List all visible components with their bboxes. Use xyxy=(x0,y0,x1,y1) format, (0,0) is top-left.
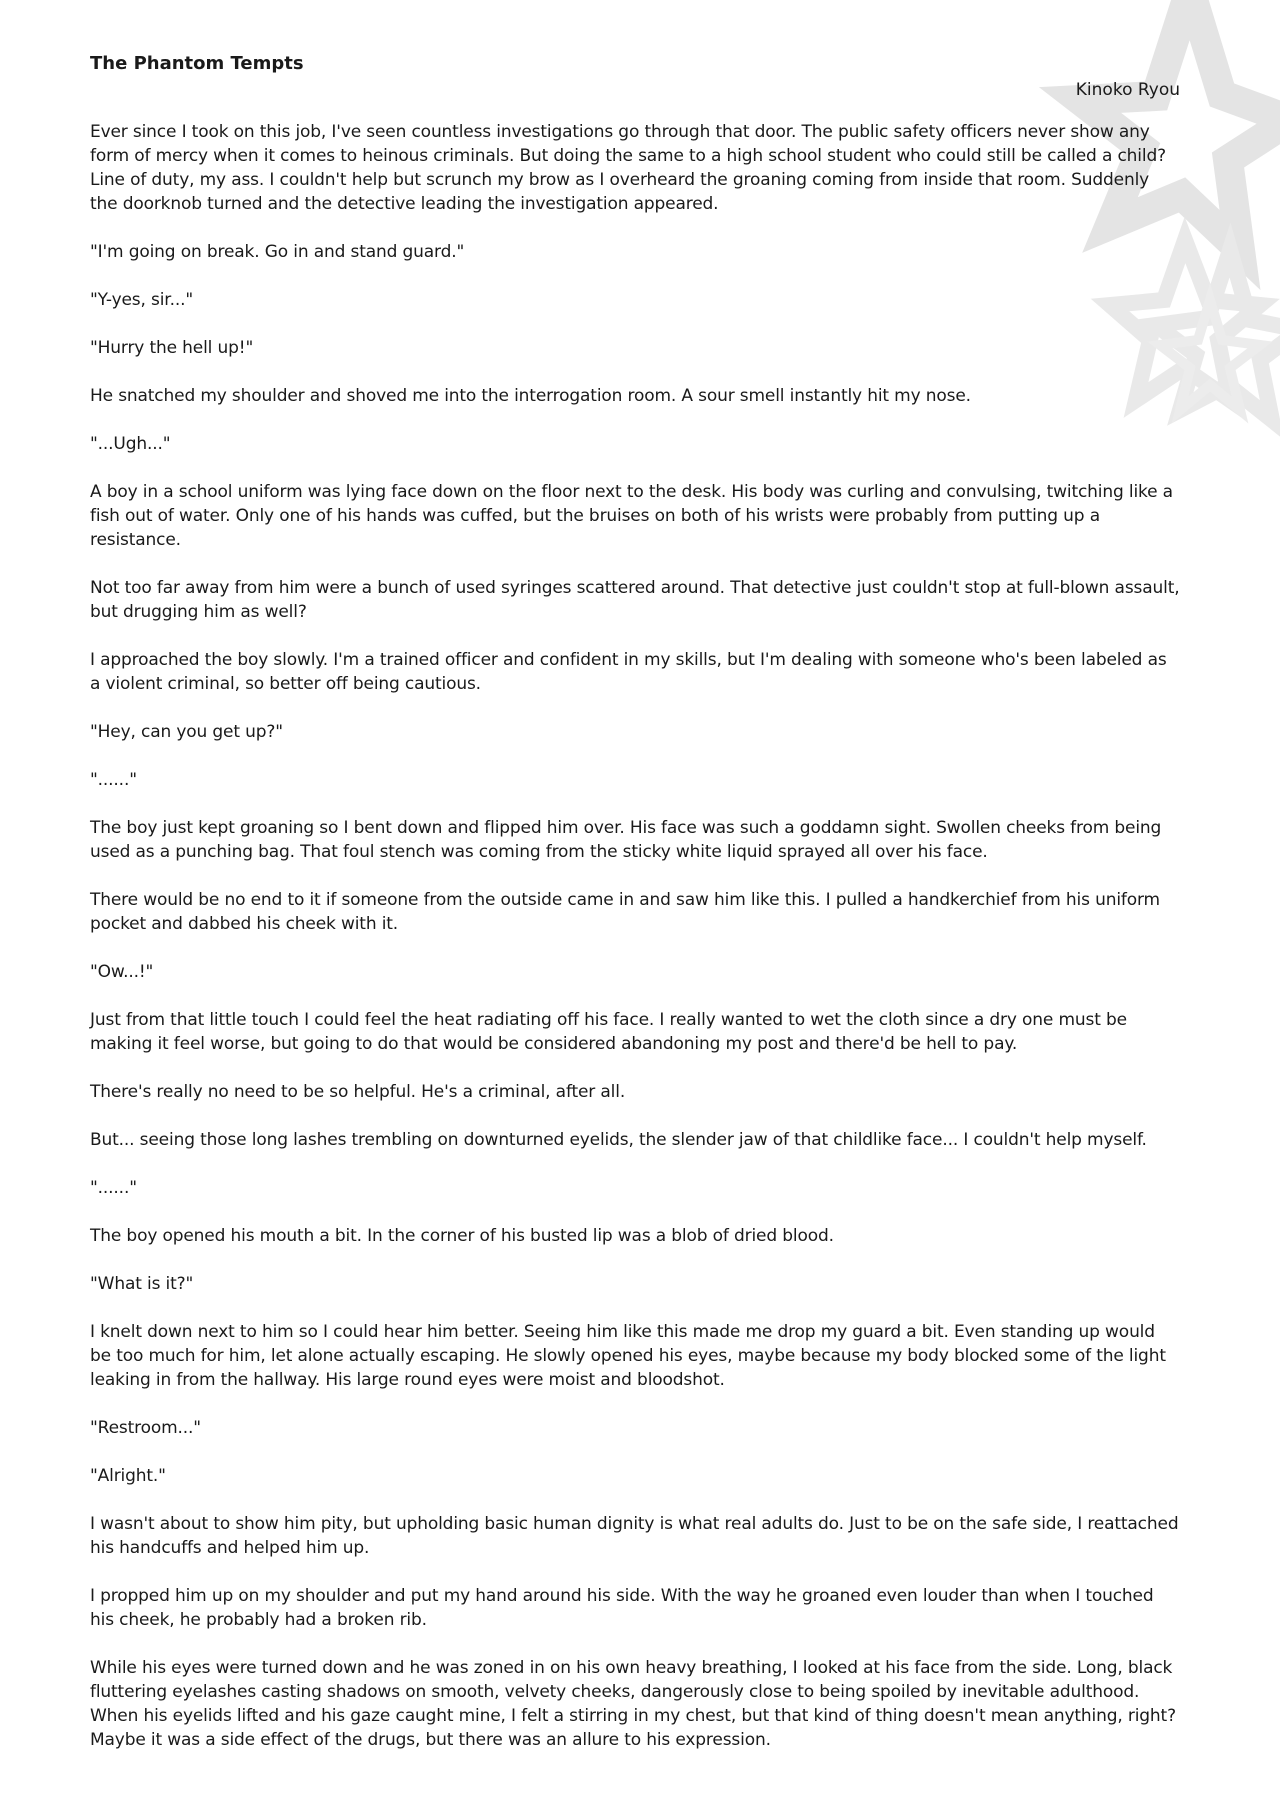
paragraph: I approached the boy slowly. I'm a trained officer and confident in my skills, but I'm dealing with someone who's been labeled as a violent criminal, so better off being cautious. xyxy=(90,650,1167,694)
paragraph: I knelt down next to him so I could hear him better. Seeing him like this made me drop my guard a bit. Even standing up would be too much for him, let alone actually escaping. He slowly opened his eyes, maybe because my body blocked some of the light leaking in from the hallway. His large round eyes were moist and bloodshot. xyxy=(90,1322,1166,1390)
paragraph: I propped him up on my shoulder and put my hand around his side. With the way he groaned even louder than when I touched his cheek, he probably had a broken rib. xyxy=(90,1586,1154,1630)
paragraph: "Restroom..." xyxy=(90,1418,201,1438)
paragraph: There would be no end to it if someone from the outside came in and saw him like this. I pulled a handkerchief from his uniform pocket and dabbed his cheek with it. xyxy=(90,890,1160,934)
paragraph: "...Ugh..." xyxy=(90,434,171,454)
paragraph: "......" xyxy=(90,1178,137,1198)
paragraph: Not too far away from him were a bunch of used syringes scattered around. That detective just couldn't stop at full-blown assault, but drugging him as well? xyxy=(90,578,1180,622)
paragraph: I wasn't about to show him pity, but upholding basic human dignity is what real adults do. Just to be on the safe side, I reattached his handcuffs and helped him up. xyxy=(90,1514,1179,1558)
document-page xyxy=(90,50,1180,1776)
paragraph: A boy in a school uniform was lying face down on the floor next to the desk. His body was curling and convulsing, twitching like a fish out of water. Only one of his hands was cuffed, but the bruises on both of his wrists were probably from putting up a resistance. xyxy=(90,482,1173,550)
paragraph: Just from that little touch I could feel the heat radiating off his face. I really wanted to wet the cloth since a dry one must be making it feel worse, but going to do that would be considered abandoning my post and there'd be hell to pay. xyxy=(90,1010,1127,1054)
document-body xyxy=(90,120,1180,1752)
paragraph: "Y-yes, sir..." xyxy=(90,290,193,310)
paragraph: There's really no need to be so helpful. He's a criminal, after all. xyxy=(90,1082,626,1102)
paragraph: But... seeing those long lashes trembling on downturned eyelids, the slender jaw of that childlike face... I couldn't help myself. xyxy=(90,1130,1147,1150)
paragraph: "Alright." xyxy=(90,1466,166,1486)
paragraph: He snatched my shoulder and shoved me into the interrogation room. A sour smell instantly hit my nose. xyxy=(90,386,971,406)
paragraph: While his eyes were turned down and he was zoned in on his own heavy breathing, I looked at his face from the side. Long, black fluttering eyelashes casting shadows on smooth, velvety cheeks, dangerously close to being spoiled by inevitable adulthood. When his eyelids lifted and his gaze caught mine, I felt a stirring in my chest, but that kind of thing doesn't mean anything, right? Maybe it was a side effect of the drugs, but there was an allure to his expression. xyxy=(90,1658,1176,1750)
paragraph: "I'm going on break. Go in and stand guard." xyxy=(90,242,465,262)
paragraph: The boy just kept groaning so I bent down and flipped him over. His face was such a goddamn sight. Swollen cheeks from being used as a punching bag. That foul stench was coming from the sticky white liquid sprayed all over his face. xyxy=(90,818,1162,862)
paragraph: "......" xyxy=(90,770,137,790)
document-author: Kinoko Ryou xyxy=(1075,80,1180,100)
paragraph: "What is it?" xyxy=(90,1274,194,1294)
document-title: The Phantom Tempts xyxy=(90,53,304,74)
paragraph: "Hey, can you get up?" xyxy=(90,722,283,742)
paragraph: "Ow...!" xyxy=(90,962,154,982)
paragraph: Ever since I took on this job, I've seen countless investigations go through that door. The public safety officers never show any form of mercy when it comes to heinous criminals. But doing the same to a high school student who could still be called a child? Line of duty, my ass. I couldn't help but scrunch my brow as I overheard the groaning coming from inside that room. Suddenly the doorknob turned and the detective leading the investigation appeared. xyxy=(90,122,1166,214)
paragraph: "Hurry the hell up!" xyxy=(90,338,254,358)
paragraph: The boy opened his mouth a bit. In the corner of his busted lip was a blob of dried blood. xyxy=(90,1226,834,1246)
